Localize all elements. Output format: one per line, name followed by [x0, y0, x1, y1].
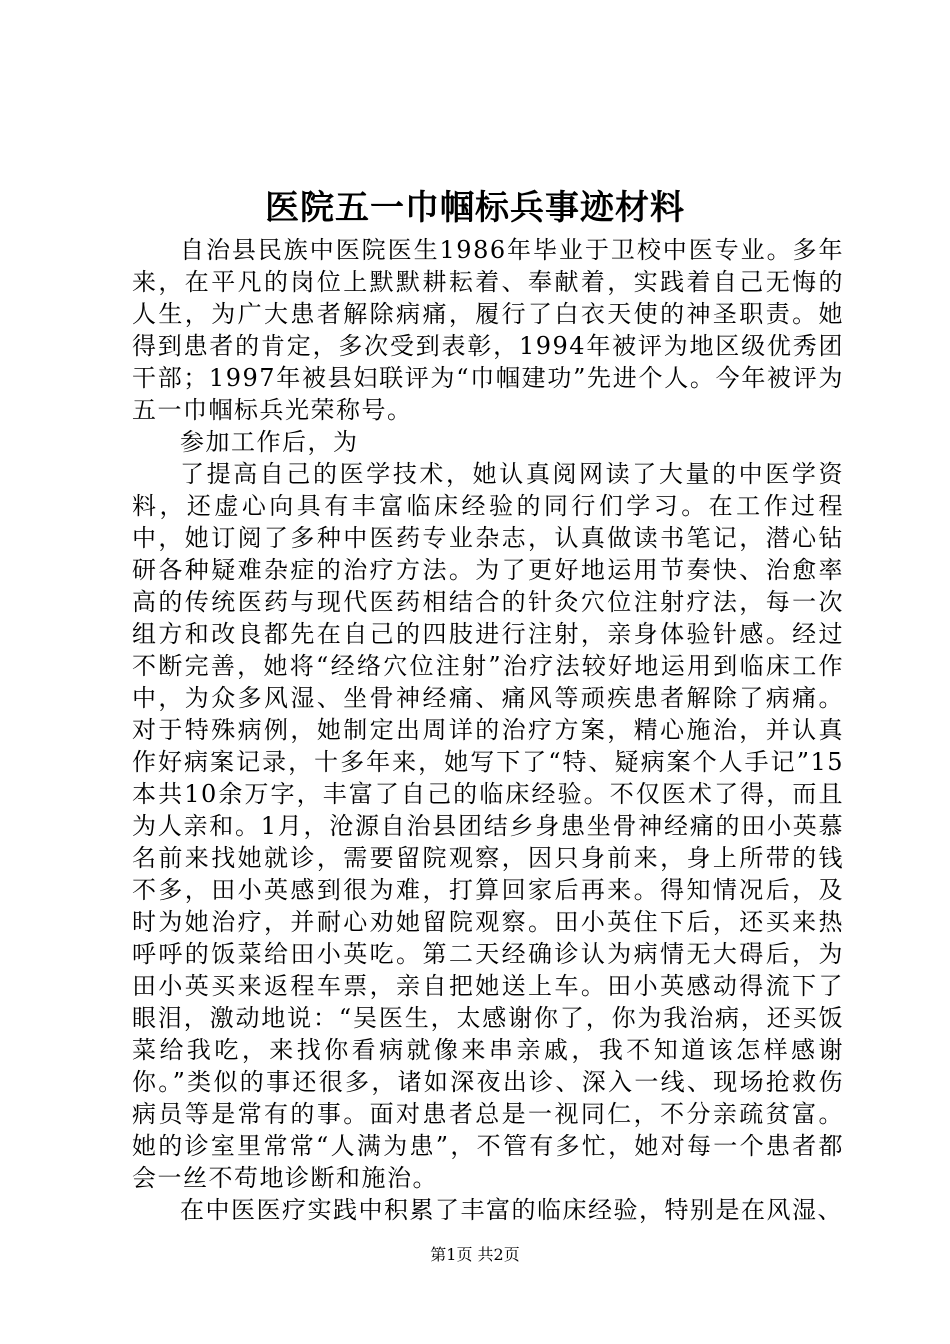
page-number: 第1页 共2页: [430, 1245, 520, 1264]
paragraph-intro: 自治县民族中医院医生1986年毕业于卫校中医专业。多年来，在平凡的岗位上默默耕耘着、奉献着，实践着自己无悔的人生，为广大患者解除病痛，履行了白衣天使的神圣职责。她得到患者的肯定，多次受到表彰，1994年被评为地区级优秀团干部；1997年被县妇联评为“巾帼建功”先进个人。今年被评为五一巾帼标兵光荣称号。: [132, 236, 844, 424]
paragraph-work-start: 参加工作后，为: [180, 428, 359, 456]
document-title: 医院五一巾帼标兵事迹材料: [265, 188, 685, 228]
document-body: [132, 234, 844, 1226]
paragraph-medical-study: 了提高自己的医学技术，她认真阅网读了大量的中医学资料，还虚心向具有丰富临床经验的同行们学习。在工作过程中，她订阅了多种中医药专业杂志，认真做读书笔记，潜心钻研各种疑难杂症的治疗方法。为了更好地运用节奏快、治愈率高的传统医药与现代医药相结合的针灸穴位注射疗法，每一次组方和改良都先在自己的四肢进行注射，亲身体验针感。经过不断完善，她将“经络穴位注射”治疗法较好地运用到临床工作中，为众多风湿、坐骨神经痛、痛风等顽疾患者解除了病痛。对于特殊病例，她制定出周详的治疗方案，精心施治，并认真作好病案记录，十多年来，她写下了“特、疑病案个人手记”15本共10余万字，丰富了自己的临床经验。不仅医术了得，而且为人亲和。1月，沧源自治县团结乡身患坐骨神经痛的田小英慕名前来找她就诊，需要留院观察，因只身前来，身上所带的钱不多，田小英感到很为难，打算回家后再来。得知情况后，及时为她治疗，并耐心劝她留院观察。田小英住下后，还买来热呼呼的饭菜给田小英吃。第二天经确诊认为病情无大碍后，为田小英买来返程车票，亲自把她送上车。田小英感动得流下了眼泪，激动地说：“吴医生，太感谢你了，你为我治病，还买饭菜给我吃，来找你看病就像来串亲戚，我不知道该怎样感谢你。”类似的事还很多，诸如深夜出诊、深入一线、现场抢救伤病员等是常有的事。面对患者总是一视同仁，不分亲疏贫富。她的诊室里常常“人满为患”，不管有多忙，她对每一个患者都会一丝不苟地诊断和施治。: [132, 460, 844, 1192]
paragraph-clinical-experience: 在中医医疗实践中积累了丰富的临床经验，特别是在风湿、: [180, 1196, 843, 1224]
